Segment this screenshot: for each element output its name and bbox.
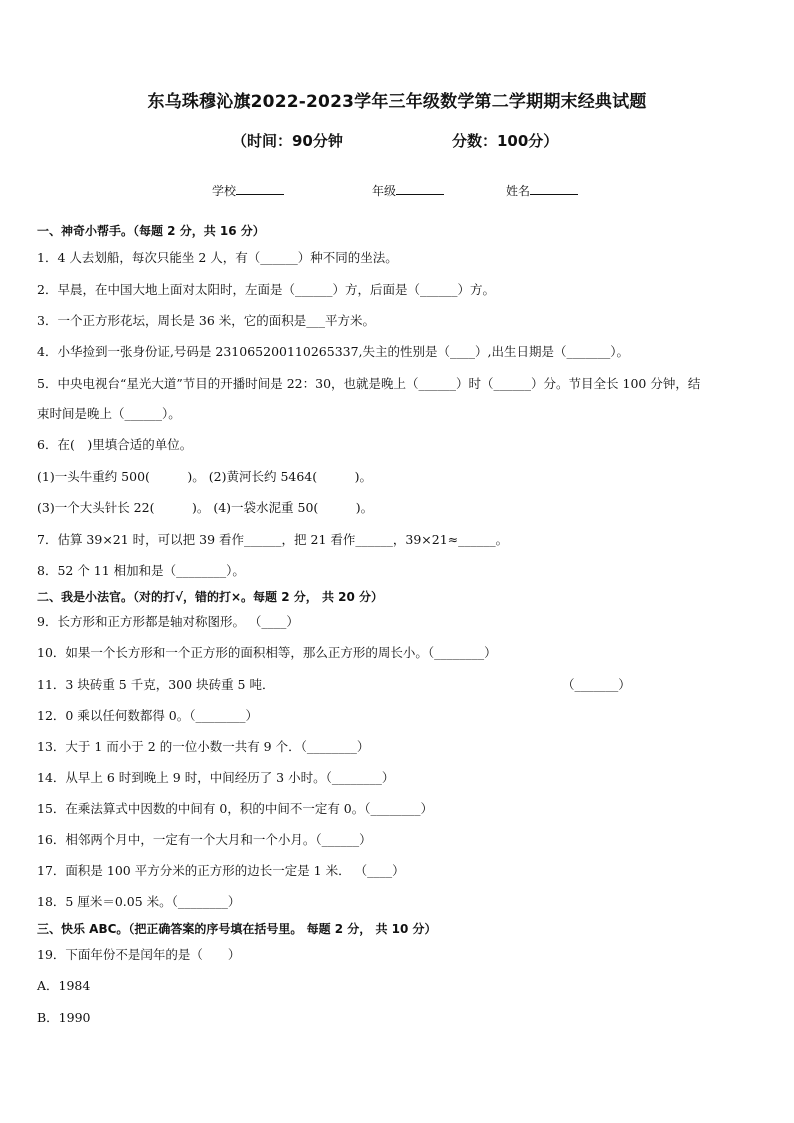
page-title: 东乌珠穆沁旗2022-2023学年三年级数学第二学期期末经典试题 [147,92,647,112]
question-4: 4．小华捡到一张身份证,号码是 231065200110265337,失主的性别是（____）,出生日期是（_______）。 [37,344,629,359]
question-11-answer: （_______） [562,677,631,692]
question-6-part-3-4: (3)一个大头针长 22( )。 (4)一袋水泥重 50( )。 [37,500,374,515]
section-1-heading: 一、神奇小帮手。（每题 2 分，共 16 分） [37,224,265,238]
question-16: 16．相邻两个月中，一定有一个大月和一个小月。（______） [37,832,372,847]
exam-time: （时间：90分钟 [232,132,343,150]
option-a: A．1984 [37,978,91,993]
question-10: 10．如果一个长方形和一个正方形的面积相等，那么正方形的周长小。（________） [37,645,497,660]
grade-field [372,182,444,199]
question-2: 2．早晨，在中国大地上面对太阳时，左面是（______）方，后面是（______）方。 [37,282,495,297]
question-7: 7．估算 39×21 时，可以把 39 看作______，把 21 看作______，39×21≈______。 [37,532,509,547]
question-19: 19．下面年份不是闰年的是（ ） [37,947,241,962]
name-blank[interactable] [530,182,578,195]
question-18: 18．5 厘米＝0.05 米。（________） [37,894,241,909]
question-6: 6．在( )里填合适的单位。 [37,437,193,452]
name-label: 姓名 [506,184,531,198]
question-17: 17．面积是 100 平方分米的正方形的边长一定是 1 米． （____） [37,863,405,878]
school-blank[interactable] [236,182,284,195]
question-8: 8．52 个 11 相加和是（________）。 [37,563,245,578]
question-12: 12．0 乘以任何数都得 0。（________） [37,708,259,723]
question-11: 11．3 块砖重 5 千克，300 块砖重 5 吨． [37,677,275,692]
option-b: B．1990 [37,1010,91,1025]
question-15: 15．在乘法算式中因数的中间有 0，积的中间不一定有 0。（________） [37,801,434,816]
question-3: 3．一个正方形花坛，周长是 36 米，它的面积是___平方米。 [37,313,376,328]
question-5: 5．中央电视台“星光大道”节目的开播时间是 22：30，也就是晚上（______）时（______）分。节目全长 100 分钟，结 [37,376,701,391]
exam-score: 分数：100分） [452,132,559,150]
question-13: 13．大于 1 而小于 2 的一位小数一共有 9 个．（________） [37,739,370,754]
question-5-cont: 束时间是晚上（______）。 [37,406,181,421]
school-label: 学校 [212,184,237,198]
school-field [212,182,284,199]
name-field [506,182,578,199]
question-14: 14．从早上 6 时到晚上 9 时，中间经历了 3 小时。（________） [37,770,395,785]
section-2-heading: 二、我是小法官。（对的打√，错的打×。每题 2 分， 共 20 分） [37,590,383,604]
question-9: 9．长方形和正方形都是轴对称图形。 （____） [37,614,299,629]
section-3-heading: 三、快乐 ABC。（把正确答案的序号填在括号里。 每题 2 分， 共 10 分） [37,922,437,936]
question-1: 1．4 人去划船，每次只能坐 2 人，有（______）种不同的坐法。 [37,250,398,265]
grade-blank[interactable] [396,182,444,195]
grade-label: 年级 [372,184,397,198]
question-6-part-1-2: (1)一头牛重约 500( )。 (2)黄河长约 5464( )。 [37,469,373,484]
